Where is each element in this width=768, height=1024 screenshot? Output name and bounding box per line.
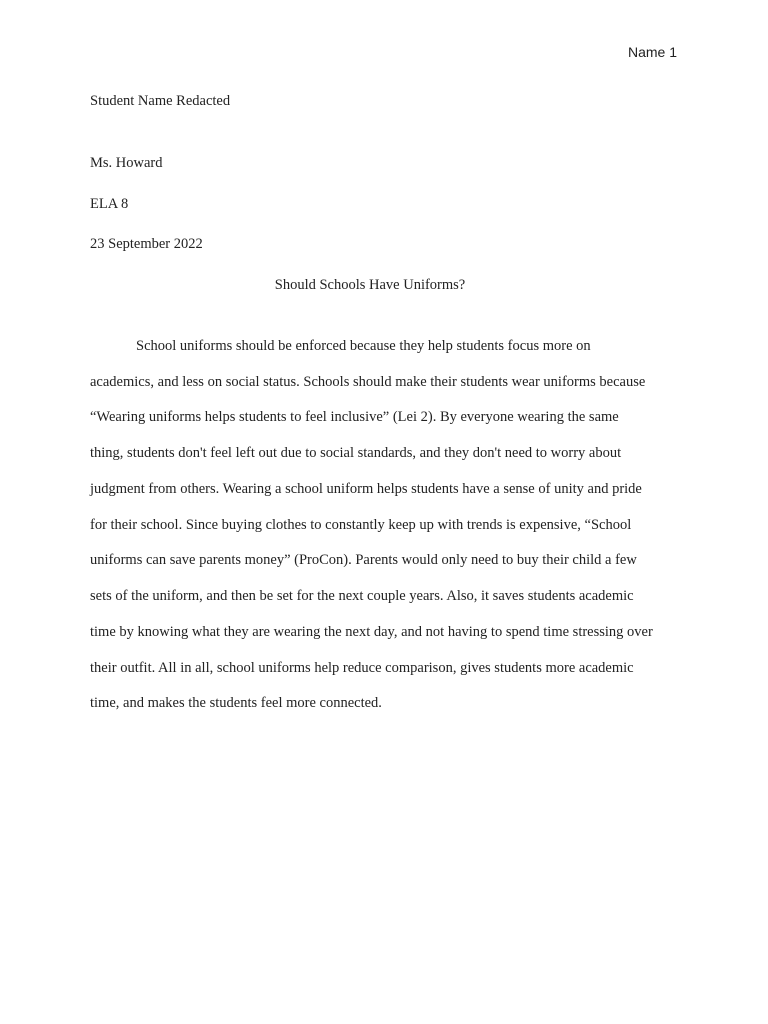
course-name: ELA 8	[90, 196, 129, 212]
paragraph-line: uniforms can save parents money” (ProCon). Parents would only need to buy their child a few	[90, 552, 637, 568]
teacher-name: Ms. Howard	[90, 155, 163, 171]
paragraph-line: thing, students don't feel left out due to social standards, and they don't need to worry about	[90, 445, 622, 461]
paragraph-line: sets of the uniform, and then be set for the next couple years. Also, it saves students academic	[90, 588, 634, 604]
paragraph-line: time by knowing what they are wearing the next day, and not having to spend time stressing over	[90, 624, 653, 640]
paragraph-line: their outfit. All in all, school uniforms help reduce comparison, gives students more academic	[90, 660, 634, 676]
paragraph-line: School uniforms should be enforced because they help students focus more on	[136, 338, 591, 354]
paragraph-line: academics, and less on social status. Schools should make their students wear uniforms because	[90, 374, 646, 390]
paragraph-line: “Wearing uniforms helps students to feel inclusive” (Lei 2). By everyone wearing the same	[90, 409, 619, 425]
paragraph-line: for their school. Since buying clothes to constantly keep up with trends is expensive, “School	[90, 517, 632, 533]
paragraph-line: judgment from others. Wearing a school uniform helps students have a sense of unity and pride	[90, 481, 642, 497]
page-header-label: Name 1	[627, 44, 677, 60]
essay-title: Should Schools Have Uniforms?	[274, 277, 466, 293]
student-name: Student Name Redacted	[90, 93, 231, 109]
essay-date: 23 September 2022	[90, 236, 203, 252]
paragraph-line: time, and makes the students feel more connected.	[90, 695, 382, 711]
